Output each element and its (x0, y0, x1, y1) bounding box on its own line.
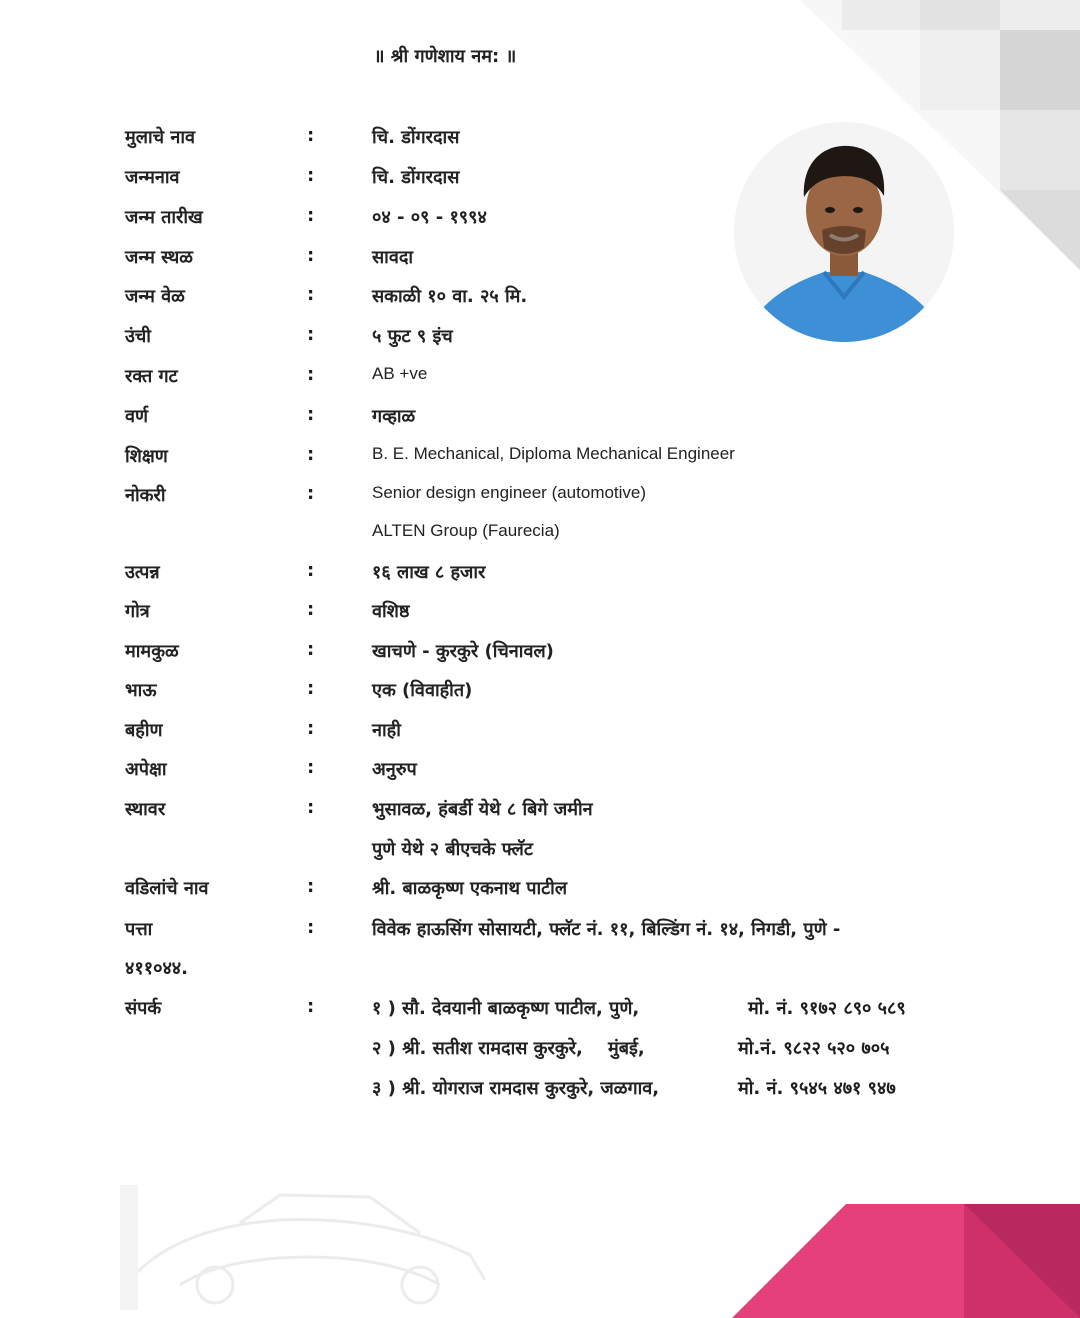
field-colon: : (307, 125, 315, 146)
contact-phone: मो.नं. ९८२२ ५२० ७०५ (738, 1038, 890, 1059)
field-label: जन्म स्थळ (125, 247, 193, 268)
contact-name: ३ ) श्री. योगराज रामदास कुरकुरे, जळगाव, (372, 1078, 660, 1099)
field-colon: : (307, 678, 315, 699)
field-label: उत्पन्न (125, 562, 160, 583)
field-row (0, 284, 1080, 314)
field-colon: : (307, 797, 315, 818)
field-row (0, 404, 1080, 434)
contact-entry-2 (0, 1036, 1080, 1066)
field-colon: : (307, 757, 315, 778)
field-colon: : (307, 718, 315, 739)
field-row (0, 876, 1080, 906)
field-row (0, 324, 1080, 354)
field-value: भुसावळ, हंबर्डी येथे ८ बिगे जमीन (372, 799, 593, 820)
contact-entry-3 (0, 1076, 1080, 1106)
field-value: वशिष्ठ (372, 601, 410, 622)
field-row (0, 718, 1080, 748)
field-colon: : (307, 996, 315, 1017)
field-row (0, 444, 1080, 474)
field-row-continued (0, 521, 1080, 551)
car-watermark-decoration (120, 1185, 500, 1310)
contact-name: १ ) सौ. देवयानी बाळकृष्ण पाटील, पुणे, (372, 998, 640, 1019)
field-value-continued: ALTEN Group (Faurecia) (372, 521, 560, 540)
field-value: विवेक हाऊसिंग सोसायटी, फ्लॅट नं. ११, बिल्डिंग नं. १४, निगडी, पुणे - (372, 919, 841, 940)
field-value: AB +ve (372, 364, 428, 383)
field-row (0, 165, 1080, 195)
field-label: भाऊ (125, 680, 157, 701)
field-value: सावदा (372, 247, 414, 268)
field-row (0, 599, 1080, 629)
contact-phone: मो. नं. ९५४५ ४७१ ९४७ (738, 1078, 896, 1099)
field-label: जन्म तारीख (125, 207, 203, 228)
field-colon: : (307, 364, 315, 385)
field-label: रक्त गट (125, 366, 178, 387)
field-row (0, 797, 1080, 827)
field-label: पत्ता (125, 919, 153, 940)
field-label: जन्म वेळ (125, 286, 185, 307)
field-colon: : (307, 284, 315, 305)
field-label: जन्मनाव (125, 167, 180, 188)
field-value: श्री. बाळकृष्ण एकनाथ पाटील (372, 878, 568, 899)
field-colon: : (307, 483, 315, 504)
field-colon: : (307, 444, 315, 465)
field-label: गोत्र (125, 601, 150, 622)
field-row (0, 483, 1080, 513)
field-value: सकाळी १० वा. २५ मि. (372, 286, 528, 307)
field-value: Senior design engineer (automotive) (372, 483, 647, 502)
field-value: चि. डोंगरदास (372, 127, 460, 148)
field-label: मुलाचे नाव (125, 127, 195, 148)
field-row (0, 917, 1080, 947)
field-row (0, 678, 1080, 708)
field-value: ०४ - ०९ - १९९४ (372, 207, 487, 228)
field-colon: : (307, 599, 315, 620)
field-colon: : (307, 917, 315, 938)
field-colon: : (307, 404, 315, 425)
field-colon: : (307, 324, 315, 345)
field-row (0, 245, 1080, 275)
field-label: स्थावर (125, 799, 166, 820)
field-row-continued (0, 837, 1080, 867)
field-value: ५ फुट ९ इंच (372, 326, 453, 347)
field-value: १६ लाख ८ हजार (372, 562, 486, 583)
field-label: नोकरी (125, 485, 166, 506)
field-label: अपेक्षा (125, 759, 167, 780)
field-row (0, 757, 1080, 787)
field-row (0, 364, 1080, 394)
contact-phone: मो. नं. ९१७२ ८९० ५८९ (748, 998, 906, 1019)
field-row (0, 205, 1080, 235)
field-value: अनुरुप (372, 759, 417, 780)
field-colon: : (307, 560, 315, 581)
field-colon: : (307, 165, 315, 186)
contact-label: संपर्क (125, 998, 162, 1019)
contact-name: २ ) श्री. सतीश रामदास कुरकुरे, मुंबई, (372, 1038, 645, 1059)
field-row (0, 125, 1080, 155)
field-colon: : (307, 639, 315, 660)
field-value: गव्हाळ (372, 406, 416, 427)
field-label: वडिलांचे नाव (125, 878, 209, 899)
field-row (0, 560, 1080, 590)
field-colon: : (307, 245, 315, 266)
field-row (0, 639, 1080, 669)
field-value: एक (विवाहीत) (372, 680, 473, 701)
page-header: ॥ श्री गणेशाय नम: ॥ (373, 46, 517, 67)
field-label: उंची (125, 326, 151, 347)
bottom-right-pink-decoration (732, 1200, 1080, 1318)
field-label: वर्ण (125, 406, 149, 427)
field-label: बहीण (125, 720, 163, 741)
field-label: मामकुळ (125, 641, 179, 662)
field-value: खाचणे - कुरकुरे (चिनावल) (372, 641, 554, 662)
field-value-continued: पुणे येथे २ बीएचके फ्लॅट (372, 839, 533, 860)
field-value: चि. डोंगरदास (372, 167, 460, 188)
field-value: नाही (372, 720, 401, 741)
field-value: B. E. Mechanical, Diploma Mechanical Engineer (372, 444, 735, 463)
field-colon: : (307, 205, 315, 226)
address-continuation: ४११०४४. (125, 958, 188, 979)
field-colon: : (307, 876, 315, 897)
contact-entry-1 (0, 996, 1080, 1026)
field-label: शिक्षण (125, 446, 168, 467)
